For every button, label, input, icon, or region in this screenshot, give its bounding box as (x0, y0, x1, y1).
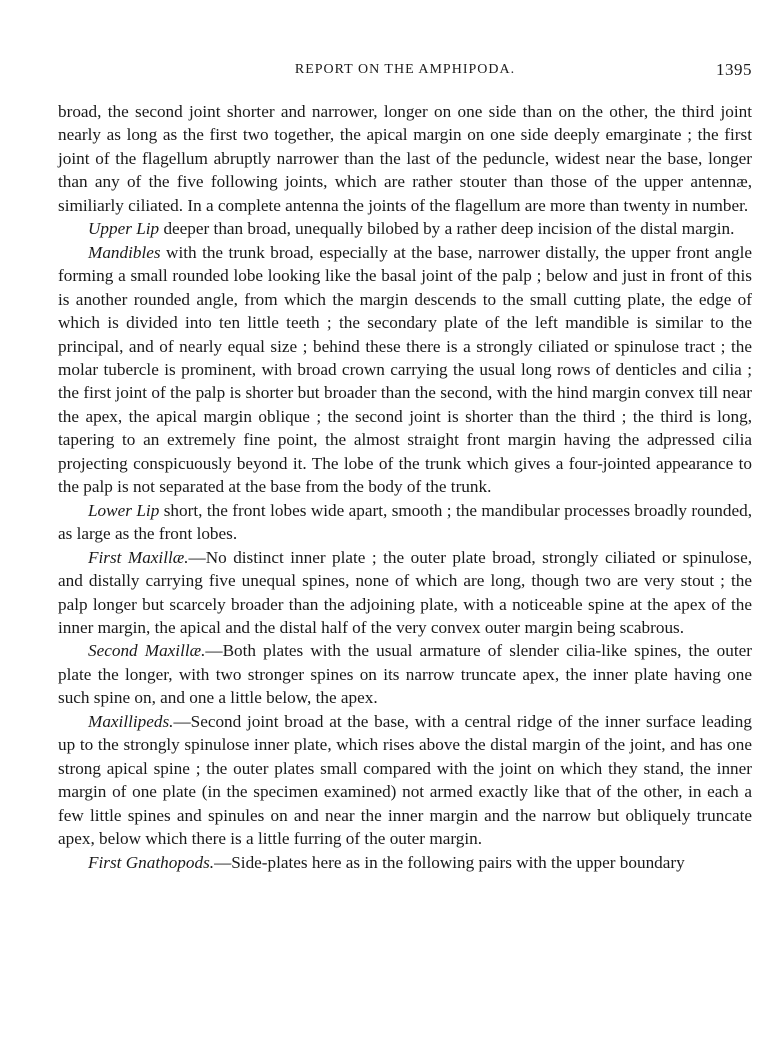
paragraph-text: deeper than broad, unequally bilobed by a rather deep incision of the distal margin. (159, 219, 735, 239)
paragraph-lead: First Gnathopods. (88, 852, 215, 872)
paragraph-lead: Upper Lip (88, 219, 160, 239)
page-number: 1395 (716, 60, 752, 79)
paragraph-mandibles (58, 241, 752, 499)
paragraph-lead: First Maxillæ. (88, 547, 189, 567)
paragraph-first-gnathopods (58, 851, 752, 874)
paragraph-upper-lip (58, 217, 752, 240)
paragraph-lead: Mandibles (88, 242, 161, 262)
paragraph-text: —Second joint broad at the base, with a central ridge of the inner surface leading up to the strongly spinulose inner plate, which rises above the distal margin of the joint, and has one strong apical spine ; the outer plates small compared with the joint on which they stand, the inner margin of one plate (in the specimen examined) not armed exactly like that of the other, in each a few little spines and spinules on and near the inner margin and the narrow but obliquely truncate apex, below which there is a little furring of the outer margin. (58, 711, 752, 849)
paragraph-maxillipeds (58, 710, 752, 851)
running-header (58, 58, 752, 84)
paragraph-continuation (58, 100, 752, 217)
paragraph-text: —Side-plates here as in the following pairs with the upper boundary (214, 852, 685, 872)
paragraph-first-maxillae (58, 546, 752, 640)
body-text (58, 100, 752, 874)
paragraph-lower-lip (58, 499, 752, 546)
paragraph-text: short, the front lobes wide apart, smooth ; the mandibular processes broadly rounded, as large as the front lobes. (58, 500, 752, 544)
paragraph-second-maxillae (58, 639, 752, 709)
paragraph-text: with the trunk broad, especially at the base, narrower distally, the upper front angle forming a small rounded lobe looking like the basal joint of the palp ; below and just in front of this is another rounded angle, from which the margin descends to the small cutting plate, the edge of which is divided into ten little teeth ; the secondary plate of the left mandible is similar to the principal, and of nearly equal size ; behind these there is a strongly ciliated or spinulose tract ; the molar tubercle is prominent, with broad crown carrying the usual long rows of denticles and cilia ; the first joint of the palp is shorter but broader than the second, with the hind margin convex till near the apex, the apical margin oblique ; the second joint is shorter than the third ; the third is long, tapering to an extremely fine point, the almost straight front margin having the adpressed cilia projecting conspicuously beyond it. The lobe of the trunk which gives a four-jointed appearance to the palp is not separated at the base from the body of the trunk. (58, 242, 752, 497)
paragraph-lead: Second Maxillæ. (88, 641, 206, 661)
page (58, 58, 752, 874)
paragraph-lead: Lower Lip (88, 500, 160, 520)
running-title: REPORT ON THE AMPHIPODA. (294, 62, 516, 77)
paragraph-text: —No distinct inner plate ; the outer plate broad, strongly ciliated or spinulose, and distally carrying five unequal spines, none of which are long, though two are very stout ; the palp longer but scarcely broader than the adjoining plate, with a noticeable spine at the apex of the inner margin, the apical and the distal half of the very convex outer margin being scabrous. (58, 547, 752, 637)
paragraph-lead: Maxillipeds. (88, 711, 174, 731)
paragraph-text: —Both plates with the usual armature of slender cilia-like spines, the outer plate the longer, with two stronger spines on its narrow truncate apex, the inner plate having one such spine on, and one a little below, the apex. (58, 641, 752, 708)
paragraph-text: broad, the second joint shorter and narrower, longer on one side than on the other, the third joint nearly as long as the first two together, the apical margin on one side deeply emarginate ; the first joint of the flagellum abruptly narrower than the last of the peduncle, widest near the base, longer than any of the five following joints, which are rather stouter than those of the upper antennæ, similiarly ciliated. In a complete antenna the joints of the flagellum are more than twenty in number. (58, 102, 752, 215)
